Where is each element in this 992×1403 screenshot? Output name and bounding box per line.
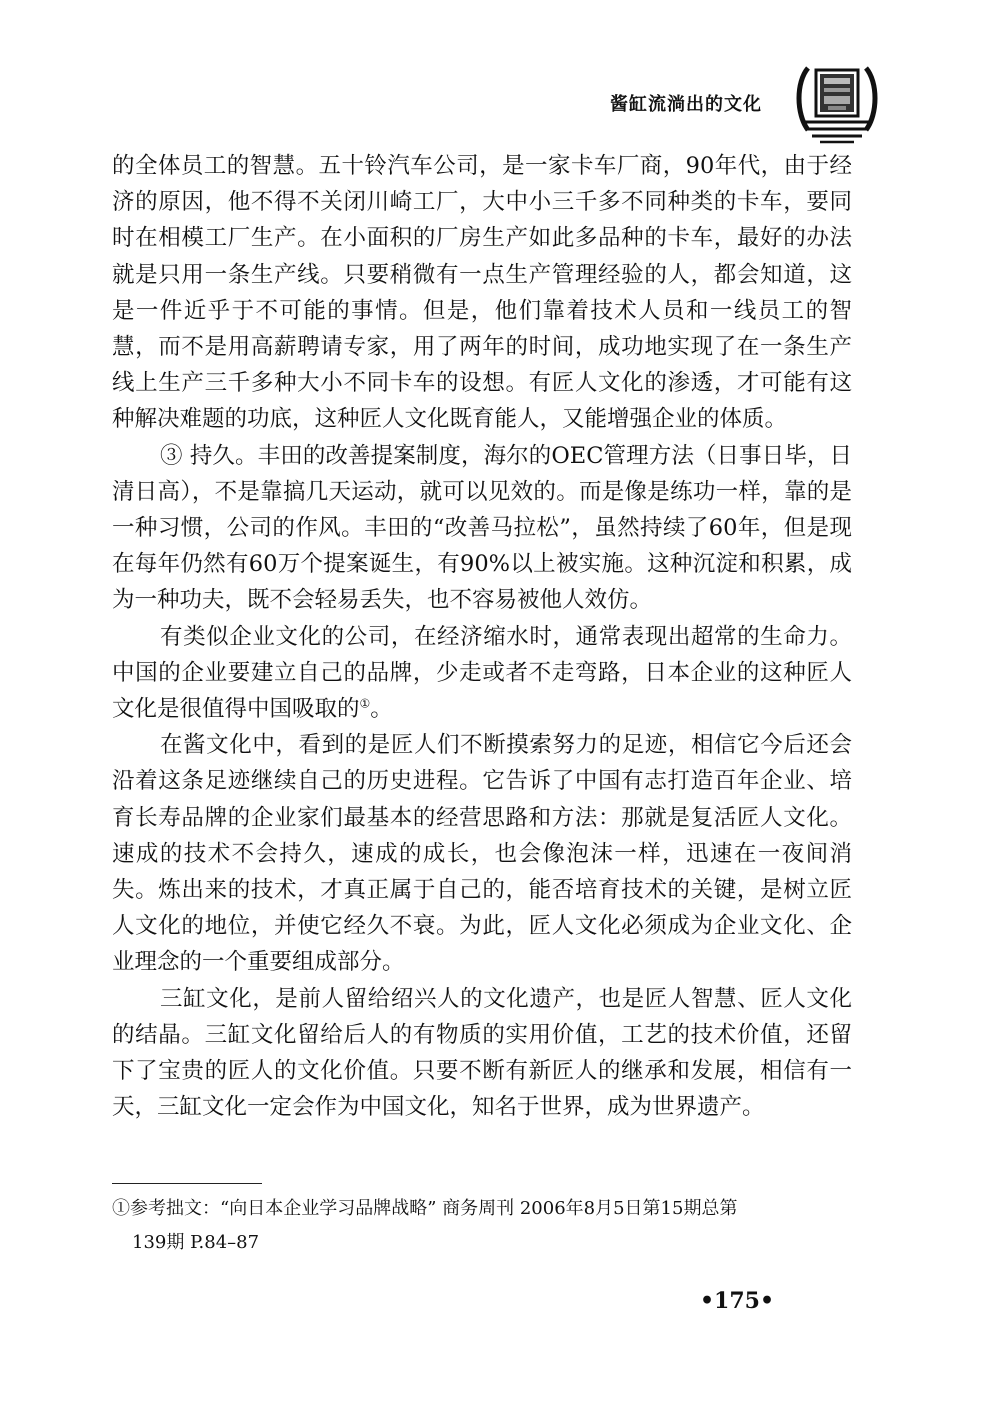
footnote-reference[interactable]: ① [359,696,371,711]
body-text [112,148,852,1125]
paragraph-5: 三缸文化，是前人留给绍兴人的文化遗产，也是匠人智慧、匠人文化的结晶。三缸文化留给后人的有物质的实用价值，工艺的技术价值，还留下了宝贵的匠人的文化价值。只要不断有新匠人的继承和发展，相信有一天，三缸文化一定会作为中国文化，知名于世界，成为世界遗产。 [112,985,852,1121]
page-number: •175• [700,1288,775,1314]
jar-emblem-icon [792,64,882,146]
running-head [0,0,992,150]
footnote-line-1: ①参考拙文：“向日本企业学习品牌战略” 商务周刊 2006年8月5日第15期总第 [112,1198,738,1219]
paragraph-2: ③ 持久。丰田的改善提案制度，海尔的OEC管理方法（日事日毕，日清日高），不是靠搞几天运动，就可以见效的。而是像是练功一样，靠的是一种习惯，公司的作风。丰田的“改善马拉松”，虽然持续了60年，但是现在每年仍然有60万个提案诞生，有90%以上被实施。这种沉淀和积累，成为一种功夫，既不会轻易丢失，也不容易被他人效仿。 [112,442,852,614]
footnote-line-2: 139期 P.84–87 [132,1232,260,1253]
running-title: 酱缸流淌出的文化 [610,94,762,115]
paragraph-3-text: 有类似企业文化的公司，在经济缩水时，通常表现出超常的生命力。中国的企业要建立自己的品牌，少走或者不走弯路，日本企业的这种匠人文化是很值得中国吸取的 [112,623,852,723]
paragraph-1: 的全体员工的智慧。五十铃汽车公司，是一家卡车厂商，90年代，由于经济的原因，他不得不关闭川崎工厂，大中小三千多不同种类的卡车，要同时在相模工厂生产。在小面积的厂房生产如此多品种的卡车，最好的办法就是只用一条生产线。只要稍微有一点生产管理经验的人，都会知道，这是一件近乎于不可能的事情。但是，他们靠着技术人员和一线员工的智慧，而不是用高薪聘请专家，用了两年的时间，成功地实现了在一条生产线上生产三千多种大小不同卡车的设想。有匠人文化的渗透，才可能有这种解决难题的功底，这种匠人文化既育能人，又能增强企业的体质。 [112,153,852,433]
footnote-divider [112,1183,262,1184]
paragraph-4: 在酱文化中，看到的是匠人们不断摸索努力的足迹，相信它今后还会沿着这条足迹继续自己的历史进程。它告诉了中国有志打造百年企业、培育长寿品牌的企业家们最基本的经营思路和方法：那就是复活匠人文化。速成的技术不会持久，速成的成长，也会像泡沫一样，迅速在一夜间消失。炼出来的技术，才真正属于自己的，能否培育技术的关键，是树立匠人文化的地位，并使它经久不衰。为此，匠人文化必须成为企业文化、企业理念的一个重要组成部分。 [112,732,852,976]
paragraph-3 [112,619,852,728]
paragraph-3-end: 。 [370,696,393,723]
footnote [112,1192,852,1260]
